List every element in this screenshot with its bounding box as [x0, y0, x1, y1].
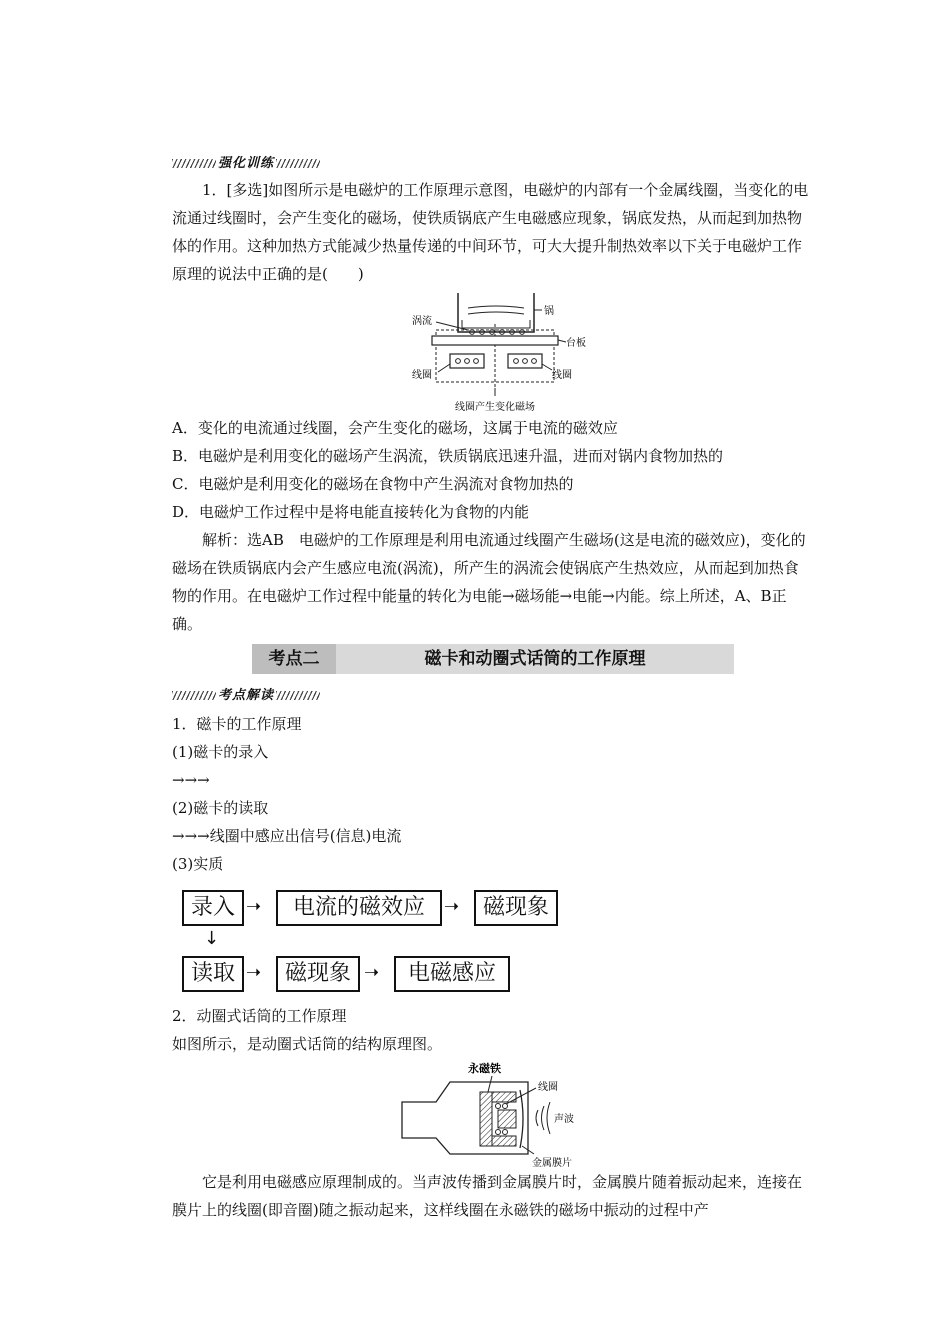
arrow-right-icon: ➝ — [246, 896, 262, 917]
banner-number: 考点二 — [252, 644, 336, 674]
topic-banner — [252, 644, 734, 674]
arrow-down-icon: ↓ — [204, 928, 220, 949]
option-b: B．电磁炉是利用变化的磁场产生涡流，铁质锅底迅速升温，进而对锅内食物加热的 — [172, 447, 724, 465]
arrow-right-icon: ➝ — [444, 896, 460, 917]
flow-box-record: 录入 — [182, 890, 244, 926]
flow-box-magnetic-effect: 电流的磁效应 — [276, 890, 442, 926]
label-membrane: 金属膜片 — [532, 1158, 572, 1169]
flow-box-magnetic-phenomenon: 磁现象 — [474, 890, 558, 926]
arrow-right-icon: ➝ — [246, 962, 262, 983]
flow-box-read: 读取 — [182, 956, 244, 992]
arrow-line-1: →→→ — [172, 771, 210, 789]
sub1-title: (1)磁卡的录入 — [172, 743, 269, 761]
option-c: C．电磁炉是利用变化的磁场在食物中产生涡流对食物加热的 — [172, 475, 574, 493]
label-pot: 锅 — [544, 306, 554, 317]
flowchart — [182, 886, 562, 996]
microphone-diagram — [398, 1058, 608, 1170]
analysis-text: 解析：选AB 电磁炉的工作原理是利用电流通过线圈产生磁场(这是电流的磁效应)，变化的磁场在铁质锅底内会产生感应电流(涡流)，所产生的涡流会使锅底产生热效应，从而起到加热食物的作用。在电磁炉工作过程中能量的转化为电能→磁场能→电能→内能。综上所述，A、B正确。 — [172, 531, 806, 633]
label-coil-left: 线圈 — [412, 370, 432, 381]
label-sound: 声波 — [554, 1114, 574, 1125]
arrow-line-2: →→→线圈中感应出信号(信息)电流 — [172, 827, 402, 845]
closing-paragraph: 它是利用电磁感应原理制成的。当声波传播到金属膜片时，金属膜片随着振动起来，连接在膜片上的线圈(即音圈)随之振动起来，这样线圈在永磁铁的磁场中振动的过程中产 — [172, 1173, 803, 1219]
hatch-decoration — [276, 691, 320, 700]
item1-title: 1．磁卡的工作原理 — [172, 715, 302, 733]
section-heading-practice: 强化训练 — [172, 152, 320, 171]
label-magnet: 永磁铁 — [468, 1062, 501, 1075]
option-d: D．电磁炉工作过程中是将电能直接转化为食物的内能 — [172, 503, 530, 521]
sub3-title: (3)实质 — [172, 855, 224, 873]
sub2-title: (2)磁卡的读取 — [172, 799, 269, 817]
figure-caption: 线圈产生变化磁场 — [455, 402, 535, 413]
option-a: A．变化的电流通过线圈，会产生变化的磁场，这属于电流的磁效应 — [172, 419, 618, 437]
arrow-right-icon: ➝ — [364, 962, 380, 983]
hatch-decoration — [172, 691, 216, 700]
flow-box-magnetic-phenomenon-2: 磁现象 — [276, 956, 360, 992]
label-eddy: 涡流 — [412, 316, 432, 327]
flow-box-induction: 电磁感应 — [394, 956, 510, 992]
hatch-decoration — [172, 159, 216, 168]
item2-title: 2．动圈式话筒的工作原理 — [172, 1007, 347, 1025]
hatch-decoration — [276, 159, 320, 168]
question-stem: 1．[多选]如图所示是电磁炉的工作原理示意图，电磁炉的内部有一个金属线圈，当变化的电流通过线圈时，会产生变化的磁场，使铁质锅底产生电磁感应现象，锅底发热，从而起到加热物体的作用。这种加热方式能减少热量传递的中间环节，可大大提升制热效率以下关于电磁炉工作原理的说法中正确的是( ) — [172, 181, 809, 283]
label-plate: 台板 — [566, 338, 586, 349]
label-coil-right: 线圈 — [552, 370, 572, 381]
banner-title: 磁卡和动圈式话筒的工作原理 — [424, 649, 646, 669]
label-coil: 线圈 — [538, 1082, 558, 1093]
section-heading-interpretation: 考点解读 — [172, 684, 320, 703]
item2-intro: 如图所示，是动圈式话筒的结构原理图。 — [172, 1035, 443, 1053]
induction-cooker-diagram — [410, 288, 610, 416]
